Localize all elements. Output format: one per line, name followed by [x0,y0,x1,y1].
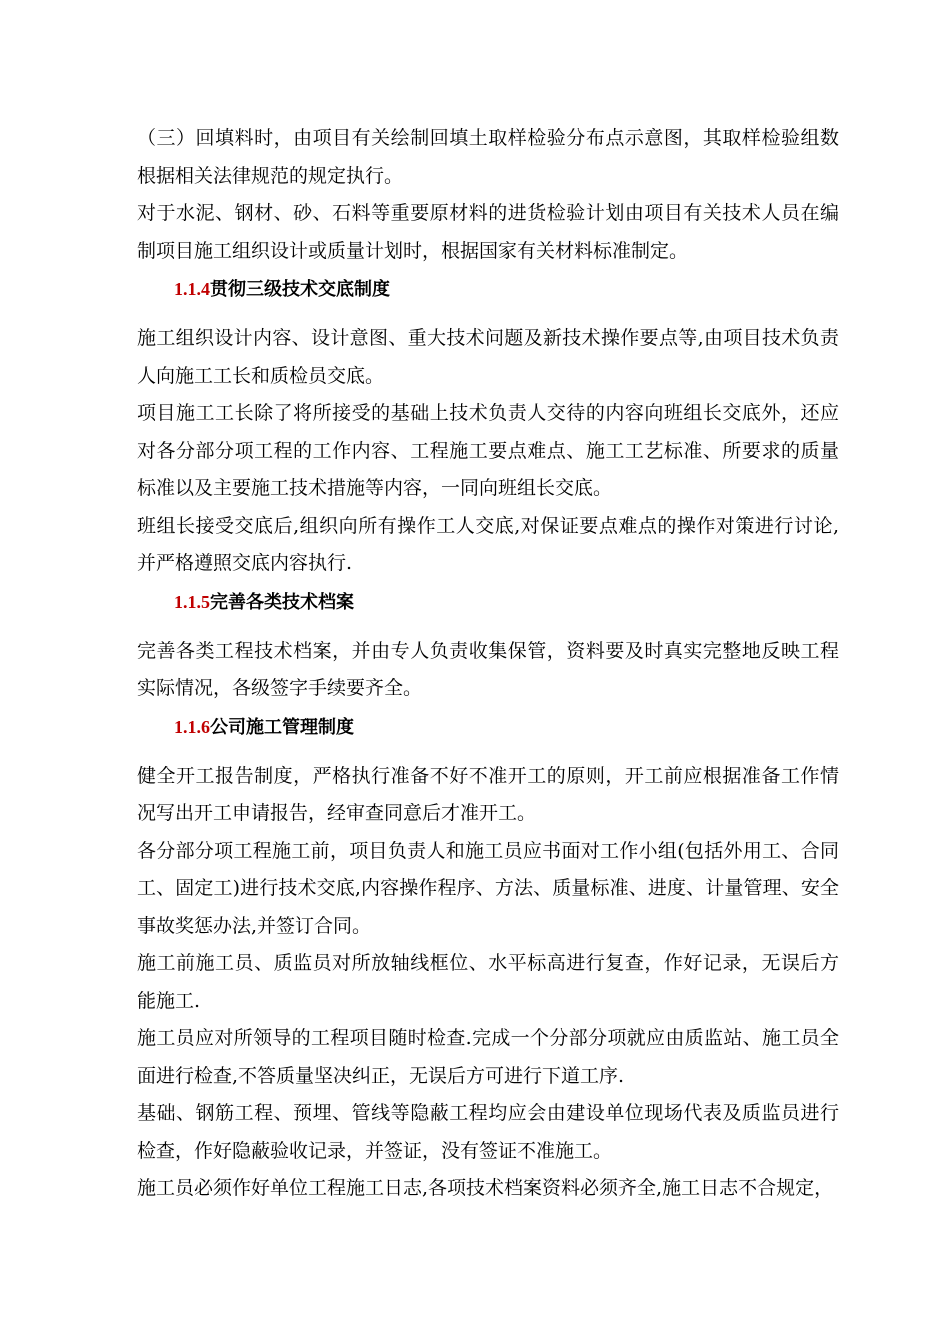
paragraph [137,945,839,1020]
paragraph-line: 施工前施工员、质监员对所放轴线框位、水平标高进行复查，作好记录，无误后方 [137,952,839,974]
paragraph-line: 实际情况，各级签字手续要齐全。 [137,677,423,699]
paragraph [137,320,839,395]
section-heading [137,708,839,746]
paragraph [137,758,839,833]
paragraph [137,1170,839,1208]
paragraph-line: （三）回填料时，由项目有关绘制回填土取样检验分布点示意图，其取样检验组数 [137,127,839,149]
paragraph [137,1020,839,1095]
paragraph [137,508,839,583]
paragraph-line: 检查，作好隐蔽验收记录，并签证，没有签证不准施工。 [137,1139,613,1162]
paragraph-line: 基础、钢筋工程、预埋、管线等隐蔽工程均应会由建设单位现场代表及质监员进行 [137,1102,839,1124]
paragraph [137,1095,839,1170]
section-heading [137,583,839,621]
paragraph-line: 班组长接受交底后,组织向所有操作工人交底,对保证要点难点的操作对策进行讨论, [137,514,839,537]
paragraph-line: 施工员必须作好单位工程施工日志,各项技术档案资料必须齐全,施工日志不合规定， [137,1177,834,1199]
paragraph-line: 项目施工工长除了将所接受的基础上技术负责人交待的内容向班组长交底外，还应 [137,402,839,424]
paragraph-line: 根据相关法律规范的规定执行。 [137,164,404,187]
document-body [137,120,839,1208]
spacer [137,621,839,633]
paragraph-line: 工、固定工)进行技术交底,内容操作程序、方法、质量标准、进度、计量管理、安全 [137,877,839,899]
paragraph [137,120,839,195]
spacer [137,308,839,320]
section-title: 贯彻三级技术交底制度 [210,279,390,300]
paragraph-line: 施工员应对所领导的工程项目随时检查.完成一个分部分项就应由质监站、施工员全 [137,1027,839,1049]
paragraph [137,195,839,270]
paragraph-line: 健全开工报告制度，严格执行准备不好不准开工的原则，开工前应根据准备工作情 [137,764,839,787]
spacer [137,746,839,758]
section-title: 公司施工管理制度 [210,716,354,738]
paragraph-line: 能施工. [137,989,201,1012]
paragraph [137,633,839,708]
paragraph-line: 制项目施工组织设计或质量计划时，根据国家有关材料标准制定。 [137,239,689,262]
section-number: 1.1.4 [174,279,210,299]
paragraph-line: 施工组织设计内容、设计意图、重大技术问题及新技术操作要点等,由项目技术负责 [137,327,839,349]
paragraph-line: 并严格遵照交底内容执行. [137,552,353,574]
paragraph [137,395,839,508]
paragraph-line: 完善各类工程技术档案，并由专人负责收集保管，资料要及时真实完整地反映工程 [137,639,839,662]
paragraph-line: 对于水泥、钢材、砂、石料等重要原材料的进货检验计划由项目有关技术人员在编 [137,202,839,224]
paragraph-line: 面进行检查,不答质量坚决纠正，无误后方可进行下道工序. [137,1064,625,1087]
paragraph-line: 各分部分项工程施工前，项目负责人和施工员应书面对工作小组(包括外用工、合同 [137,839,839,862]
section-heading [137,270,839,308]
paragraph-line: 人向施工工长和质检员交底。 [137,364,385,387]
paragraph-line: 况写出开工申请报告，经审查同意后才准开工。 [137,802,537,824]
paragraph-line: 对各分部分项工程的工作内容、工程施工要点难点、施工工艺标准、所要求的质量 [137,439,839,462]
paragraph-line: 事故奖惩办法,并签订合同。 [137,914,372,937]
paragraph-line: 标准以及主要施工技术措施等内容，一同向班组长交底。 [137,477,613,499]
section-number: 1.1.6 [174,716,210,737]
section-number: 1.1.5 [174,591,210,612]
section-title: 完善各类技术档案 [210,591,354,613]
paragraph [137,833,839,946]
